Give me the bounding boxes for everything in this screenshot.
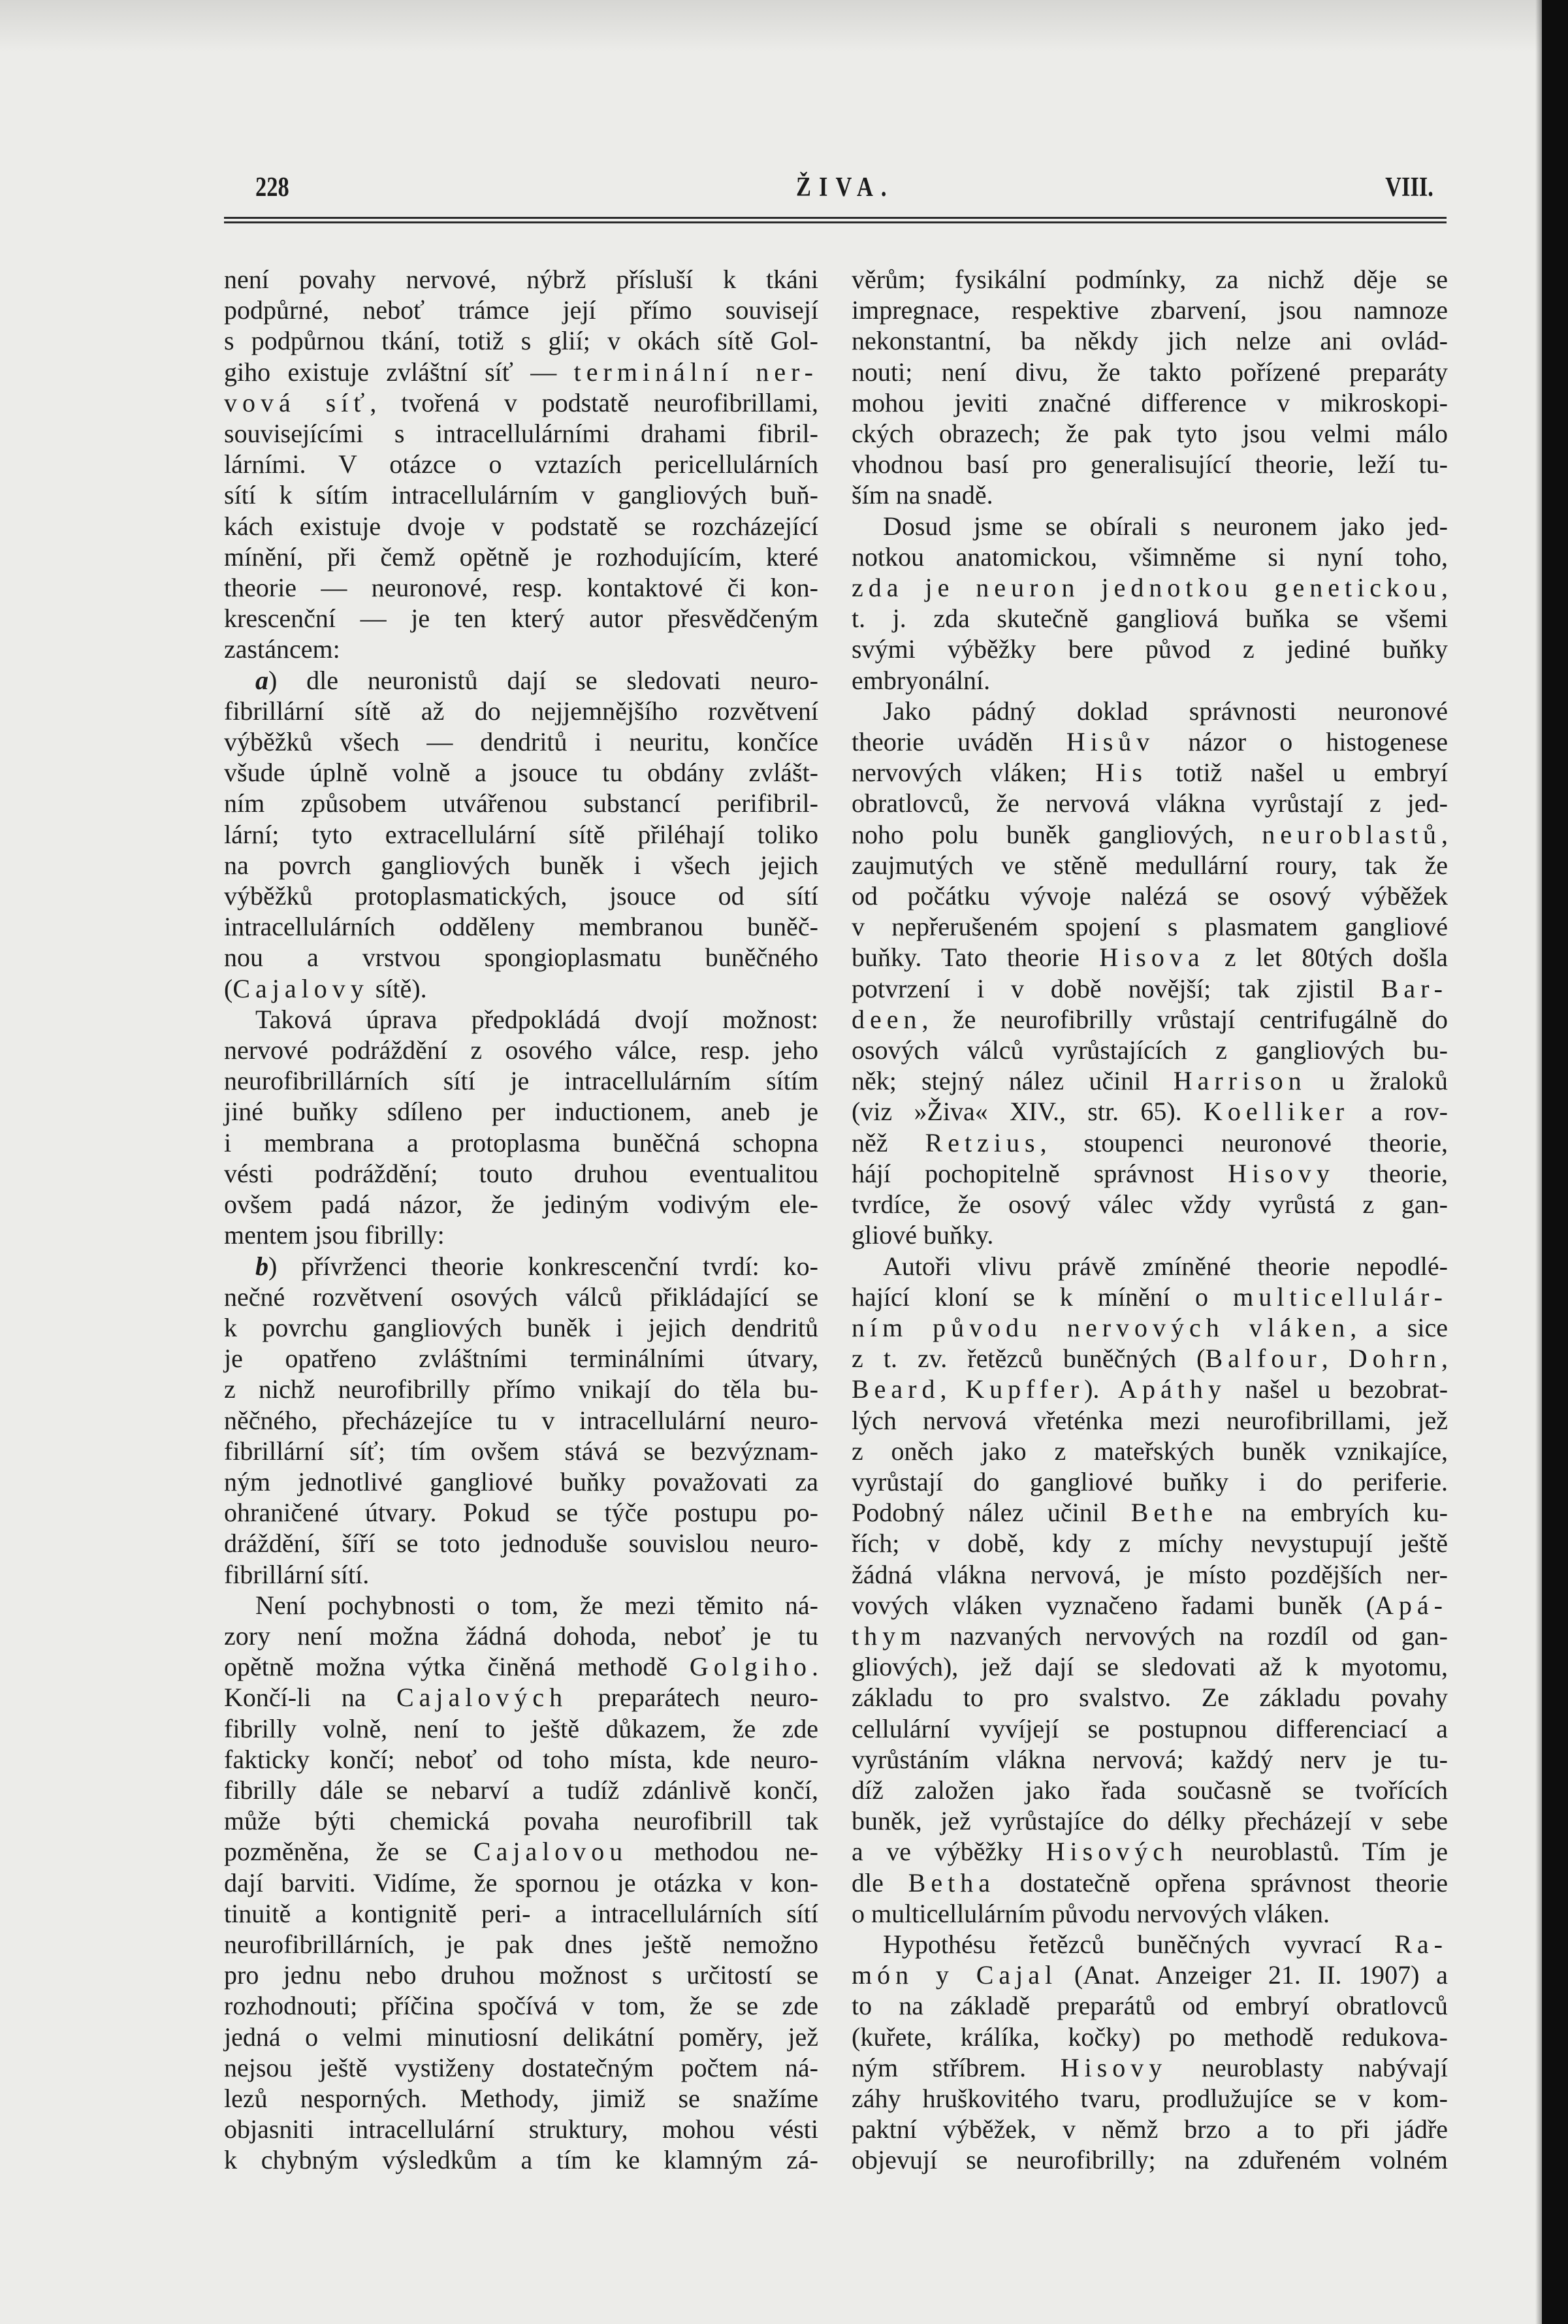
text-line: vyrůstáním vlákna nervová; každý nerv je tu- bbox=[852, 1744, 1448, 1774]
text-line: mínění, při čemž opětně je rozhodujícím, které bbox=[224, 541, 818, 572]
spaced-emphasis: Hisova bbox=[1099, 943, 1205, 973]
text-line: jedná o velmi minutiosní delikátní poměry, jež bbox=[224, 2022, 818, 2052]
text-line: něčného, přecházejíce tu v intracellulární neuro- bbox=[224, 1405, 818, 1435]
paragraph bbox=[852, 511, 1448, 696]
text-line: ním způsobem utvářenou substancí perifibril- bbox=[224, 788, 818, 818]
text-line: neurofibrillárních sítí je intracellulárním sítím bbox=[224, 1066, 818, 1096]
spaced-emphasis: Cajalovou bbox=[473, 1837, 628, 1867]
text-line: fibrillární síť; tím ovšem stává se bezvýznam- bbox=[224, 1436, 818, 1466]
text-segment: vových vláken vyznačeno řadami buněk ( bbox=[852, 1590, 1375, 1620]
text-line: cellulární vyvíjejí se postupnou differenciací a bbox=[852, 1713, 1448, 1743]
text-line: vyrůstají do gangliové buňky i do periferie. bbox=[852, 1466, 1448, 1496]
spaced-emphasis: vová síť bbox=[224, 387, 370, 417]
text-line: objevují se neurofibrilly; na zduřeném volném bbox=[852, 2145, 1448, 2175]
text-line: rozhodnouti; příčina spočívá v tom, že se zde bbox=[224, 1991, 818, 2021]
text-line: Autoři vlivu právě zmíněné theorie nepodlé- bbox=[883, 1251, 1448, 1281]
text-line bbox=[852, 1497, 1448, 1528]
text-line bbox=[224, 1251, 818, 1282]
text-line: vhodnou basí pro generalisující theorie, leží tu- bbox=[852, 449, 1448, 479]
text-segment: buňky. Tato theorie bbox=[852, 943, 1100, 973]
text-line: svými výběžky bere původ z jediné buňky bbox=[852, 634, 1448, 664]
text-line bbox=[852, 726, 1448, 757]
text-segment: hající kloní se k mínění o bbox=[852, 1282, 1234, 1312]
text-line bbox=[224, 1682, 818, 1713]
volume-number: VIII. bbox=[1385, 172, 1433, 202]
text-line: na povrch gangliových buněk i všech jejich bbox=[224, 850, 818, 880]
text-line: dají barviti. Vidíme, že spornou je otázka v kon- bbox=[224, 1867, 818, 1897]
text-line bbox=[224, 387, 818, 418]
scan-dark-edge bbox=[1542, 0, 1568, 2324]
spaced-emphasis: Hisových bbox=[1046, 1837, 1188, 1867]
text-line bbox=[852, 819, 1448, 850]
text-line: Jako pádný doklad správnosti neuronové bbox=[883, 696, 1448, 726]
text-line bbox=[852, 1127, 1448, 1158]
text-line: nečné rozvětvení osových válců přikládající se bbox=[224, 1282, 818, 1312]
text-line bbox=[852, 942, 1448, 973]
text-segment: , bbox=[1441, 1344, 1448, 1374]
text-line: z oněch jako z mateřských buněk vznikajíce, bbox=[852, 1436, 1448, 1466]
spaced-emphasis: Retzius bbox=[925, 1127, 1040, 1157]
text-line: krescenční — je ten který autor přesvědčeným bbox=[224, 604, 818, 634]
text-segment: opětně možna výtka činěná methodě bbox=[224, 1652, 690, 1682]
text-line: fibrillární sítě až do nejjemnějšího rozvětvení bbox=[224, 696, 818, 726]
paragraph bbox=[224, 1251, 818, 1590]
text-line bbox=[852, 1590, 1448, 1621]
text-line bbox=[852, 1929, 1448, 1960]
spaced-emphasis: Kupffer bbox=[965, 1374, 1085, 1404]
text-line: sítí k sítím intracellulárním v gangliových buň- bbox=[224, 480, 818, 510]
scan-shading bbox=[0, 0, 1568, 52]
text-line: nouti; není divu, že takto pořízené preparáty bbox=[852, 357, 1448, 387]
text-line: souvisejícími s intracellulárními drahami fibril- bbox=[224, 419, 818, 449]
text-line: nervové podráždění z osového válce, resp. jeho bbox=[224, 1035, 818, 1065]
text-line: lezů nesporných. Methody, jimiž se snažíme bbox=[224, 2083, 818, 2113]
spaced-emphasis: món y Cajal bbox=[852, 1960, 1058, 1990]
text-line: fibrilly dále se nebarví a tudíž zdánlivě končí, bbox=[224, 1775, 818, 1805]
text-segment: sítě). bbox=[368, 973, 427, 1003]
text-line: mohou jeviti značné difference v mikroskopi- bbox=[852, 387, 1448, 417]
spaced-emphasis: Bethe bbox=[1130, 1498, 1218, 1528]
text-line: výběžků všech — dendritů i neuritu, končíce bbox=[224, 727, 818, 757]
spaced-emphasis: Hisovy bbox=[1228, 1158, 1335, 1188]
text-line: nou a vrstvou spongioplasmatu buněčného bbox=[224, 943, 818, 973]
text-line: theorie — neuronové, resp. kontaktové či kon- bbox=[224, 573, 818, 603]
text-line: lárními. V otázce o vztazích pericellulárních bbox=[224, 449, 818, 479]
spaced-emphasis: His bbox=[1095, 758, 1147, 788]
text-segment: dle bbox=[852, 1867, 908, 1897]
text-segment: . bbox=[812, 1652, 818, 1682]
text-line: je opatřeno zvláštními terminálními útvary, bbox=[224, 1344, 818, 1374]
text-line: není povahy nervové, nýbrž přísluší k tkáni bbox=[224, 265, 818, 294]
text-line: jiné buňky sdíleno per inductionem, aneb je bbox=[224, 1097, 818, 1127]
text-line: díž založen jako řada současně se tvořících bbox=[852, 1775, 1448, 1805]
spaced-emphasis: Betha bbox=[908, 1867, 995, 1897]
text-segment: z let 80tých došla bbox=[1204, 943, 1448, 973]
text-line: ším na snadě. bbox=[852, 480, 993, 510]
text-segment: theorie, bbox=[1334, 1158, 1448, 1188]
text-line: nekonstantní, ba někdy jich nelze ani ovlád- bbox=[852, 326, 1448, 356]
text-line: od počátku vývoje nalézá se osový výběžek bbox=[852, 881, 1448, 911]
spaced-emphasis: Ra- bbox=[1394, 1929, 1448, 1959]
spaced-emphasis: multicellulár- bbox=[1233, 1282, 1448, 1312]
text-line: fibrilly volně, není to ještě důkazem, že zde bbox=[224, 1713, 818, 1743]
text-line: pro jednu nebo druhou možnost s určitostí se bbox=[224, 1960, 818, 1990]
text-line: osových válců vyrůstajících z gangliových bu- bbox=[852, 1035, 1448, 1065]
text-segment: něž bbox=[852, 1127, 925, 1157]
text-segment: , že neurofibrilly vrůstají centrifugálně do bbox=[921, 1004, 1448, 1034]
header-rule-top bbox=[224, 217, 1447, 219]
text-line bbox=[852, 1282, 1448, 1312]
text-segment: a rov- bbox=[1349, 1097, 1448, 1127]
spaced-emphasis: thym bbox=[852, 1621, 927, 1651]
spaced-emphasis: Balfour bbox=[1205, 1344, 1322, 1374]
spaced-emphasis: Cajalových bbox=[396, 1683, 568, 1713]
text-segment: theorie uváděn bbox=[852, 727, 1066, 757]
text-line bbox=[224, 973, 818, 1004]
text-line: tvrdíce, že osový válec vždy vyrůstá z gan- bbox=[852, 1189, 1448, 1219]
paragraph bbox=[852, 696, 1448, 1251]
text-line: Není pochybnosti o tom, že mezi těmito ná- bbox=[255, 1590, 818, 1620]
text-segment: , bbox=[1441, 573, 1448, 603]
journal-title: ŽIVA. bbox=[796, 172, 895, 202]
text-line: dráždění, šíří se toto jednoduše souvislou neuro- bbox=[224, 1528, 818, 1558]
text-segment: ( bbox=[224, 973, 233, 1003]
text-line: (kuřete, králíka, kočky) po methodě redukova- bbox=[852, 2022, 1448, 2052]
text-line: mentem jsou fibrilly: bbox=[224, 1220, 445, 1250]
text-line: neurofibrillárních, je pak dnes ještě nemožno bbox=[224, 1929, 818, 1959]
text-line bbox=[852, 757, 1448, 788]
list-marker: b bbox=[255, 1251, 268, 1281]
text-line: lární; tyto extracellulární sítě přiléhají toliko bbox=[224, 819, 818, 849]
text-line: k povrchu gangliových buněk i jejich dendritů bbox=[224, 1312, 818, 1342]
text-line: fibrillární sítí. bbox=[224, 1559, 370, 1589]
spaced-emphasis: ním původu nervových vláken bbox=[852, 1312, 1351, 1342]
text-line bbox=[852, 1158, 1448, 1189]
text-line bbox=[852, 1065, 1448, 1096]
text-line: zaujmutých ve stěně medullární roury, tak že bbox=[852, 850, 1448, 880]
text-line: buněk, jež vyrůstajíce do délky přecházejí v sebe bbox=[852, 1806, 1448, 1836]
text-line: objasniti intracellulární struktury, mohou vésti bbox=[224, 2114, 818, 2144]
text-segment: ). bbox=[1084, 1374, 1119, 1404]
text-line: v nepřerušeném spojení s plasmatem gangliové bbox=[852, 912, 1448, 942]
text-line: ovšem padá názor, že jediným vodivým ele- bbox=[224, 1189, 818, 1219]
text-segment: (Anat. Anzeiger 21. II. 1907) a bbox=[1057, 1960, 1448, 1990]
text-line: ohraničené útvary. Pokud se týče postupu po- bbox=[224, 1498, 818, 1528]
paragraph bbox=[852, 264, 1448, 511]
text-line: nejsou ještě vystiženy dostatečným počtem ná- bbox=[224, 2052, 818, 2082]
text-column-left bbox=[224, 264, 818, 2176]
spaced-emphasis: Harrison bbox=[1173, 1066, 1307, 1096]
text-segment: ným stříbrem. bbox=[852, 2052, 1061, 2082]
text-line: kách existuje dvoje v podstatě se rozcházející bbox=[224, 511, 818, 541]
text-line: záhy hruškovitého tvaru, prodlužujíce se v kom- bbox=[852, 2083, 1448, 2113]
spaced-emphasis: Hisův bbox=[1066, 727, 1155, 757]
spaced-emphasis: Bar- bbox=[1381, 973, 1448, 1003]
list-marker: a bbox=[255, 665, 268, 695]
text-segment: noho polu buněk gangliových, bbox=[852, 819, 1262, 849]
text-segment: u žraloků bbox=[1306, 1066, 1448, 1096]
text-line: podpůrné, neboť trámce její přímo souvisejí bbox=[224, 295, 818, 325]
text-segment: hájí pochopitelně správnost bbox=[852, 1158, 1228, 1188]
text-line: tinuitě a kontignitě peri- a intracellulárních sítí bbox=[224, 1898, 818, 1928]
text-segment: a ve výběžky bbox=[852, 1837, 1046, 1867]
text-segment: z t. zv. řetězců buněčných ( bbox=[852, 1344, 1206, 1374]
text-line bbox=[224, 1651, 818, 1682]
text-line: všude úplně volně a jsouce tu obdány zvlášt- bbox=[224, 758, 818, 788]
text-segment: , bbox=[940, 1374, 966, 1404]
text-segment: , a sice bbox=[1350, 1312, 1448, 1342]
text-segment: ) dle neuronistů dají se sledovati neuro- bbox=[268, 665, 818, 695]
text-line: věrům; fysikální podmínky, za nichž děje se bbox=[852, 265, 1448, 294]
spaced-emphasis: Dohrn bbox=[1348, 1344, 1441, 1374]
text-segment: , bbox=[1441, 819, 1448, 849]
text-segment: našel u bezobrat- bbox=[1226, 1374, 1448, 1404]
spaced-emphasis: Koelliker bbox=[1203, 1097, 1350, 1127]
spaced-emphasis: Cajalovy bbox=[232, 973, 369, 1003]
page-number: 228 bbox=[255, 172, 289, 202]
text-line bbox=[852, 1867, 1448, 1898]
text-segment: , bbox=[1321, 1344, 1349, 1374]
text-line: Taková úprava předpokládá dvojí možnost: bbox=[255, 1004, 818, 1034]
text-line: vésti podráždění; touto druhou eventualitou bbox=[224, 1158, 818, 1188]
text-line: notkou anatomickou, všimněme si nyní toho, bbox=[852, 541, 1448, 572]
spaced-emphasis: neuroblastů bbox=[1262, 819, 1441, 849]
text-line bbox=[224, 665, 818, 696]
text-line: ným jednotlivé gangliové buňky považovati za bbox=[224, 1466, 818, 1496]
text-line: to na základě preparátů od embryí obratlovců bbox=[852, 1991, 1448, 2021]
text-segment: potvrzení i v době novější; tak zjistil bbox=[852, 973, 1381, 1003]
text-segment: něk; stejný nález učinil bbox=[852, 1066, 1174, 1096]
text-segment: nervových vláken; bbox=[852, 758, 1096, 788]
paragraph bbox=[224, 665, 818, 1004]
text-line: z nichž neurofibrilly přímo vnikají do těla bu- bbox=[224, 1374, 818, 1404]
text-segment: ) přívrženci theorie konkrescenční tvrdí: ko- bbox=[268, 1251, 818, 1281]
paragraph bbox=[224, 264, 818, 665]
text-line bbox=[852, 1096, 1448, 1127]
text-line: i membrana a protoplasma buněčná schopna bbox=[224, 1127, 818, 1157]
spaced-emphasis: Apá- bbox=[1375, 1590, 1448, 1620]
text-segment: neuroblastů. Tím je bbox=[1187, 1837, 1448, 1867]
text-segment: preparátech neuro- bbox=[568, 1683, 818, 1713]
text-segment: totiž našel u embryí bbox=[1147, 758, 1448, 788]
text-line: o multicellulárním původu nervových vláken. bbox=[852, 1898, 1330, 1928]
text-segment: Hypothésu řetězců buněčných vyvrací bbox=[883, 1929, 1395, 1959]
scan-edge-shadow bbox=[1535, 0, 1542, 2324]
text-line: fakticky končí; neboť od toho místa, kde neuro- bbox=[224, 1744, 818, 1774]
text-line bbox=[224, 1836, 818, 1867]
text-segment: Podobný nález učinil bbox=[852, 1498, 1131, 1528]
header-rule-bottom bbox=[224, 221, 1447, 223]
text-line bbox=[852, 1004, 1448, 1035]
running-header bbox=[224, 171, 1447, 204]
text-line: zastáncem: bbox=[224, 634, 340, 664]
spaced-emphasis: Apáthy bbox=[1118, 1374, 1226, 1404]
text-segment: názor o histogenese bbox=[1155, 727, 1448, 757]
text-line bbox=[852, 1343, 1448, 1374]
text-segment: , tvořená v podstatě neurofibrillami, bbox=[370, 387, 818, 417]
text-line: ckých obrazech; že pak tyto jsou velmi málo bbox=[852, 419, 1448, 449]
text-line: paktní výběžek, v němž brzo a to při jádře bbox=[852, 2114, 1448, 2144]
paragraph bbox=[224, 1004, 818, 1251]
text-line bbox=[852, 1836, 1448, 1867]
text-line: řích; v době, kdy z míchy nevystupují ještě bbox=[852, 1528, 1448, 1558]
text-column-right bbox=[852, 264, 1448, 2176]
text-line bbox=[852, 1960, 1448, 1990]
spaced-emphasis: zda je neuron jednotkou genetickou bbox=[852, 573, 1441, 603]
paragraph bbox=[852, 1251, 1448, 1929]
text-line bbox=[852, 1621, 1448, 1651]
text-line bbox=[852, 2052, 1448, 2083]
text-segment: , stoupenci neuronové theorie, bbox=[1040, 1127, 1448, 1157]
text-line: obratlovců, že nervová vlákna vyrůstají z jed- bbox=[852, 788, 1448, 818]
paragraph bbox=[852, 1929, 1448, 2176]
text-segment: Končí-li na bbox=[224, 1683, 396, 1713]
text-line: lých nervová vřeténka mezi neurofibrillami, jež bbox=[852, 1405, 1448, 1435]
text-segment: dostatečně opřena správnost theorie bbox=[995, 1867, 1448, 1897]
spaced-emphasis: terminální ner- bbox=[573, 357, 818, 387]
text-segment: methodou ne- bbox=[628, 1837, 818, 1867]
text-segment: pozměněna, že se bbox=[224, 1837, 473, 1867]
text-line: impregnace, respektive zbarvení, jsou namnoze bbox=[852, 295, 1448, 325]
spaced-emphasis: Beard bbox=[852, 1374, 940, 1404]
text-segment: (viz »Živa« XIV., str. 65). bbox=[852, 1097, 1204, 1127]
text-line: Dosud jsme se obírali s neuronem jako jed- bbox=[883, 511, 1448, 541]
text-line: může býti chemická povaha neurofibrill tak bbox=[224, 1806, 818, 1836]
text-line: embryonální. bbox=[852, 665, 991, 695]
text-line: zory není možna žádná dohoda, neboť je tu bbox=[224, 1621, 818, 1651]
spaced-emphasis: deen bbox=[852, 1004, 922, 1034]
text-line bbox=[852, 1374, 1448, 1404]
text-line bbox=[224, 357, 818, 387]
text-segment: na embryích ku- bbox=[1217, 1498, 1448, 1528]
text-line: s podpůrnou tkání, totiž s glií; v okách sítě Gol- bbox=[224, 326, 818, 356]
text-line: k chybným výsledkům a tím ke klamným zá- bbox=[224, 2145, 818, 2175]
text-line: intracellulárních odděleny membranou buněč- bbox=[224, 912, 818, 942]
text-line: gliové buňky. bbox=[852, 1220, 994, 1250]
text-line bbox=[852, 572, 1448, 603]
text-line: základu to pro svalstvo. Ze základu povahy bbox=[852, 1683, 1448, 1713]
text-line: výběžků protoplasmatických, jsouce od sítí bbox=[224, 881, 818, 911]
spaced-emphasis: Hisovy bbox=[1060, 2052, 1168, 2082]
text-line bbox=[852, 973, 1448, 1004]
text-line: žádná vlákna nervová, je místo pozdějších ner- bbox=[852, 1559, 1448, 1589]
text-line: gliových), jež dají se sledovati až k myotomu, bbox=[852, 1652, 1448, 1682]
text-line bbox=[852, 1312, 1448, 1343]
text-line: t. j. zda skutečně gangliová buňka se všemi bbox=[852, 604, 1448, 634]
text-segment: nazvaných nervových na rozdíl od gan- bbox=[926, 1621, 1448, 1651]
spaced-emphasis: Golgiho bbox=[689, 1652, 812, 1682]
paragraph bbox=[224, 1590, 818, 2176]
text-segment: giho existuje zvláštní síť — bbox=[224, 357, 574, 387]
text-segment: neuroblasty nabývají bbox=[1167, 2052, 1448, 2082]
